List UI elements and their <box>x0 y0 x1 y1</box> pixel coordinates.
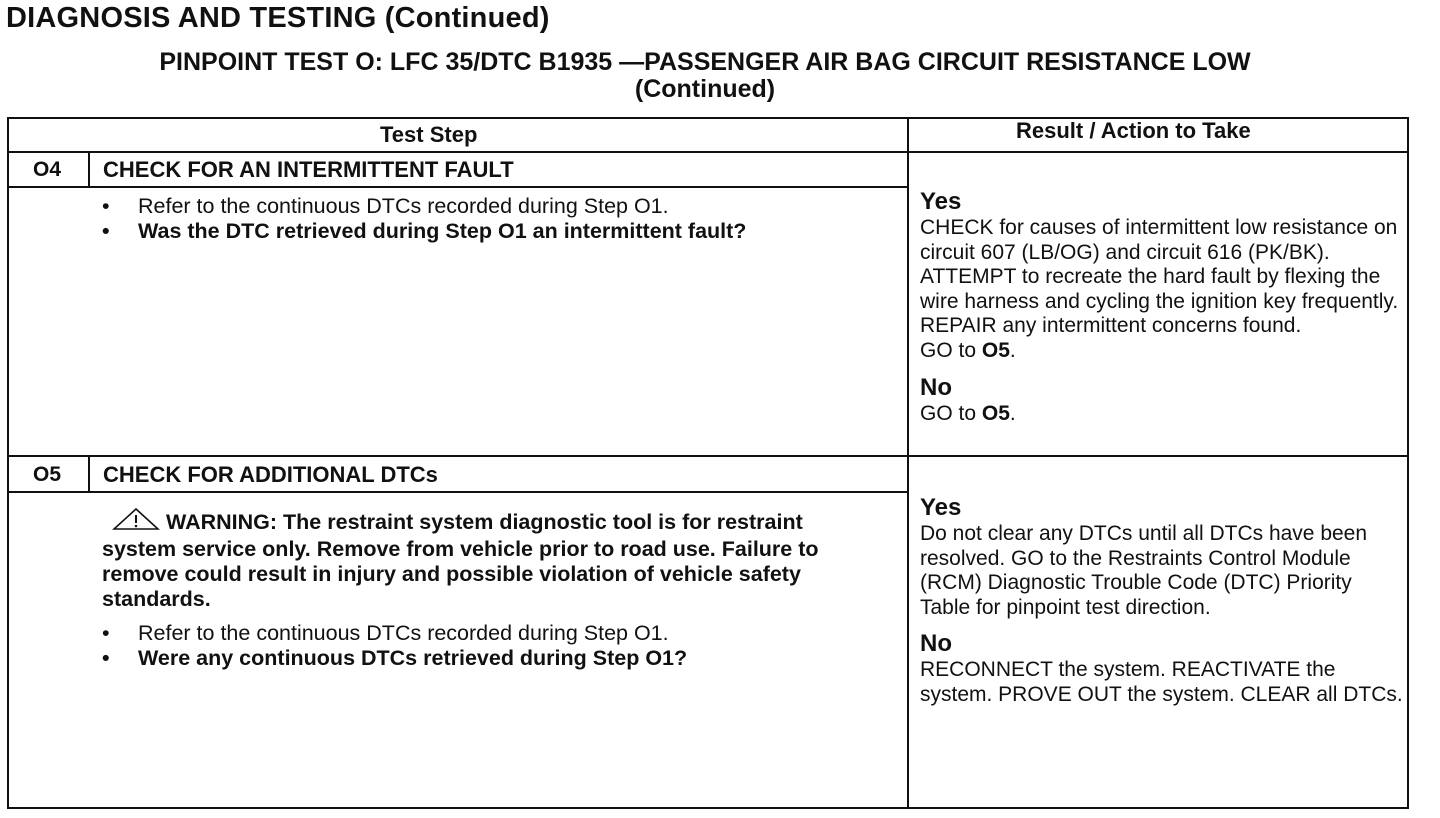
row-o5-title-divider <box>7 491 908 493</box>
column-divider <box>907 117 909 809</box>
result-yes-goto: GO to O5. <box>920 338 1016 362</box>
step-o4-bullets <box>100 194 746 244</box>
table-border-bottom <box>7 807 1409 809</box>
list-item: • Was the DTC retrieved during Step O1 an intermittent fault? <box>100 219 746 244</box>
list-item: • Refer to the continuous DTCs recorded during Step O1. <box>100 621 687 646</box>
row-o4-title-divider <box>7 186 908 188</box>
page-title: DIAGNOSIS AND TESTING (Continued) <box>6 2 550 34</box>
row-o5-id-divider <box>88 455 90 492</box>
column-header-result: Result / Action to Take <box>1016 118 1251 143</box>
list-item: • Refer to the continuous DTCs recorded during Step O1. <box>100 194 746 219</box>
warning-text: WARNING: The restraint system diagnostic tool is for restraint system service only. Remove from vehicle prior to road use. Failure to remove could result in injury and possible violation of vehicle safety standards. <box>102 510 819 611</box>
step-title-o4: CHECK FOR AN INTERMITTENT FAULT <box>103 157 514 182</box>
row-o4-id-divider <box>88 151 90 187</box>
pinpoint-test-title <box>30 49 1380 103</box>
result-no-label: No <box>920 630 952 658</box>
result-o4 <box>920 188 1406 426</box>
result-no-goto: GO to O5. <box>920 401 1016 425</box>
warning-triangle-icon <box>112 507 160 537</box>
table-border-right <box>1407 117 1409 809</box>
result-yes-text: Do not clear any DTCs until all DTCs have been resolved. GO to the Restraints Control Module (RCM) Diagnostic Trouble Code (DTC) Priority Table for pinpoint test direction. <box>920 522 1368 619</box>
column-header-test-step: Test Step <box>380 122 478 147</box>
table-header-divider <box>7 151 1409 153</box>
list-item: • Were any continuous DTCs retrieved during Step O1? <box>100 646 687 671</box>
test-title-line-2: (Continued) <box>634 75 776 103</box>
step-id-o4: O4 <box>32 158 61 181</box>
row-divider <box>7 455 1409 457</box>
warning-block <box>102 507 882 612</box>
result-o5 <box>920 494 1406 708</box>
result-yes-label: Yes <box>920 494 962 521</box>
step-id-o5: O5 <box>32 463 61 486</box>
step-title-o5: CHECK FOR ADDITIONAL DTCs <box>103 462 438 487</box>
step-o5-bullets <box>100 621 687 671</box>
result-no-label: No <box>920 373 952 401</box>
result-yes-label: Yes <box>920 188 962 215</box>
result-no-text: RECONNECT the system. REACTIVATE the system. PROVE OUT the system. CLEAR all DTCs. <box>920 658 1403 706</box>
result-yes-text: CHECK for causes of intermittent low resistance on circuit 607 (LB/OG) and circuit 616 (PK/BK). ATTEMPT to recreate the hard fault by flexing the wire harness and cycling the ignition key frequently. REPAIR any intermittent concerns found. <box>920 216 1399 338</box>
test-title-line-1: PINPOINT TEST O: LFC 35/DTC B1935 —PASSENGER AIR BAG CIRCUIT RESISTANCE LOW <box>159 48 1251 76</box>
